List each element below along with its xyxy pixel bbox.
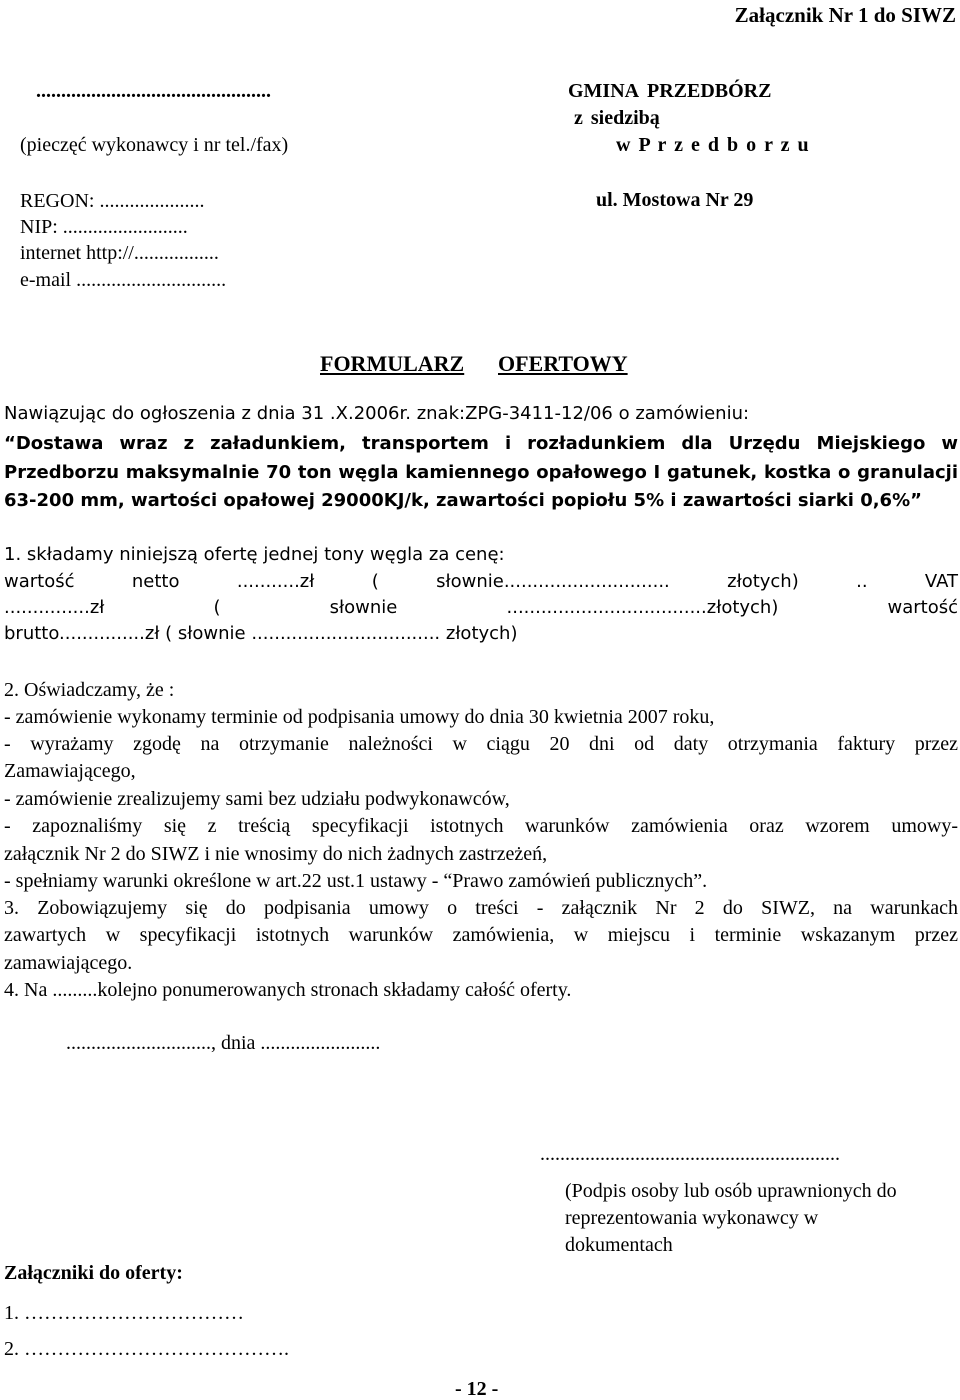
place-date: ............................., dnia ........................ [66,1032,381,1054]
signature-caption: dokumentach [565,1234,673,1256]
recipient-city: w P r z e d b o r z u [616,134,809,156]
statement-line: - wyrażamy zgodę na otrzymanie należności w ciągu 20 dni od daty otrzymania faktury przez [4,733,958,755]
attachment-item: 2. …………………………………. [4,1338,289,1360]
contractor-email: e-mail .............................. [20,269,227,291]
recipient-seat: z siedzibą [574,107,660,129]
recipient-name: GMINA PRZEDBÓRZ [568,80,772,102]
recipient-address: ul. Mostowa Nr 29 [596,189,754,211]
subject-line: “Dostawa wraz z załadunkiem, transportem i rozładunkiem dla Urzędu Miejskiego w [4,433,958,454]
contractor-nip: NIP: ......................... [20,216,188,238]
statement-line: 4. Na .........kolejno ponumerowanych stronach składamy całość oferty. [4,979,572,1001]
form-title-word-2: OFERTOWY [498,351,628,376]
subject-line: Przedborzu maksymalnie 70 ton węgla kamiennego opałowego I gatunek, kostka o granulacji [4,462,958,483]
form-title-word-1: FORMULARZ [320,351,465,376]
page-number: - 12 - [455,1378,499,1400]
attachments-title: Załączniki do oferty: [4,1262,183,1284]
statement-line: załącznik Nr 2 do SIWZ i nie wnosimy do nich żadnych zastrzeżeń, [4,843,548,865]
subject-line: 63-200 mm, wartości opałowej 29000KJ/k, zawartości popiołu 5% i zawartości siarki 0,6%” [4,490,922,511]
point1-line: ...............zł ( słownie ...................................złotych) wartość [4,597,958,618]
statement-line: Zamawiającego, [4,760,136,782]
form-intro: Nawiązując do ogłoszenia z dnia 31 .X.2006r. znak:ZPG-3411-12/06 o zamówieniu: [4,403,750,424]
signature-dots: ............................................................ [540,1143,840,1165]
contractor-stamp-dots: ............................................... [36,80,271,102]
contractor-regon: REGON: ..................... [20,190,205,212]
point1-line: wartość netto ...........zł ( słownie............................. złotych) .. VAT [4,571,958,592]
signature-caption: reprezentowania wykonawcy w [565,1207,819,1229]
point1-line: brutto...............zł ( słownie ................................. złotych) [4,623,518,644]
statement-line: - zamówienie wykonamy terminie od podpisania umowy do dnia 30 kwietnia 2007 roku, [4,706,715,728]
statement-line: 3. Zobowiązujemy się do podpisania umowy o treści - załącznik Nr 2 do SIWZ, na warunkach [4,897,958,919]
statement-line: - zapoznaliśmy się z treścią specyfikacji istotnych warunków zamówienia oraz wzorem umowy- [4,815,958,837]
attachment-label: Załącznik Nr 1 do SIWZ [734,3,956,27]
statement-line: zamawiającego. [4,952,133,974]
statement-line: - spełniamy warunki określone w art.22 ust.1 ustawy - “Prawo zamówień publicznych”. [4,870,708,892]
signature-caption: (Podpis osoby lub osób uprawnionych do [565,1180,897,1202]
contractor-stamp-label: (pieczęć wykonawcy i nr tel./fax) [20,134,289,156]
point1-line: 1. składamy niniejszą ofertę jednej tony węgla za cenę: [4,544,505,565]
attachment-item: 1. …………………………… [4,1302,244,1324]
statement-line: 2. Oświadczamy, że : [4,679,175,701]
statement-line: - zamówienie zrealizujemy sami bez udziału podwykonawców, [4,788,510,810]
statement-line: zawartych w specyfikacji istotnych warunków zamówienia, w miejscu i terminie wskazanym przez [4,924,958,946]
contractor-internet: internet http://................. [20,242,219,264]
